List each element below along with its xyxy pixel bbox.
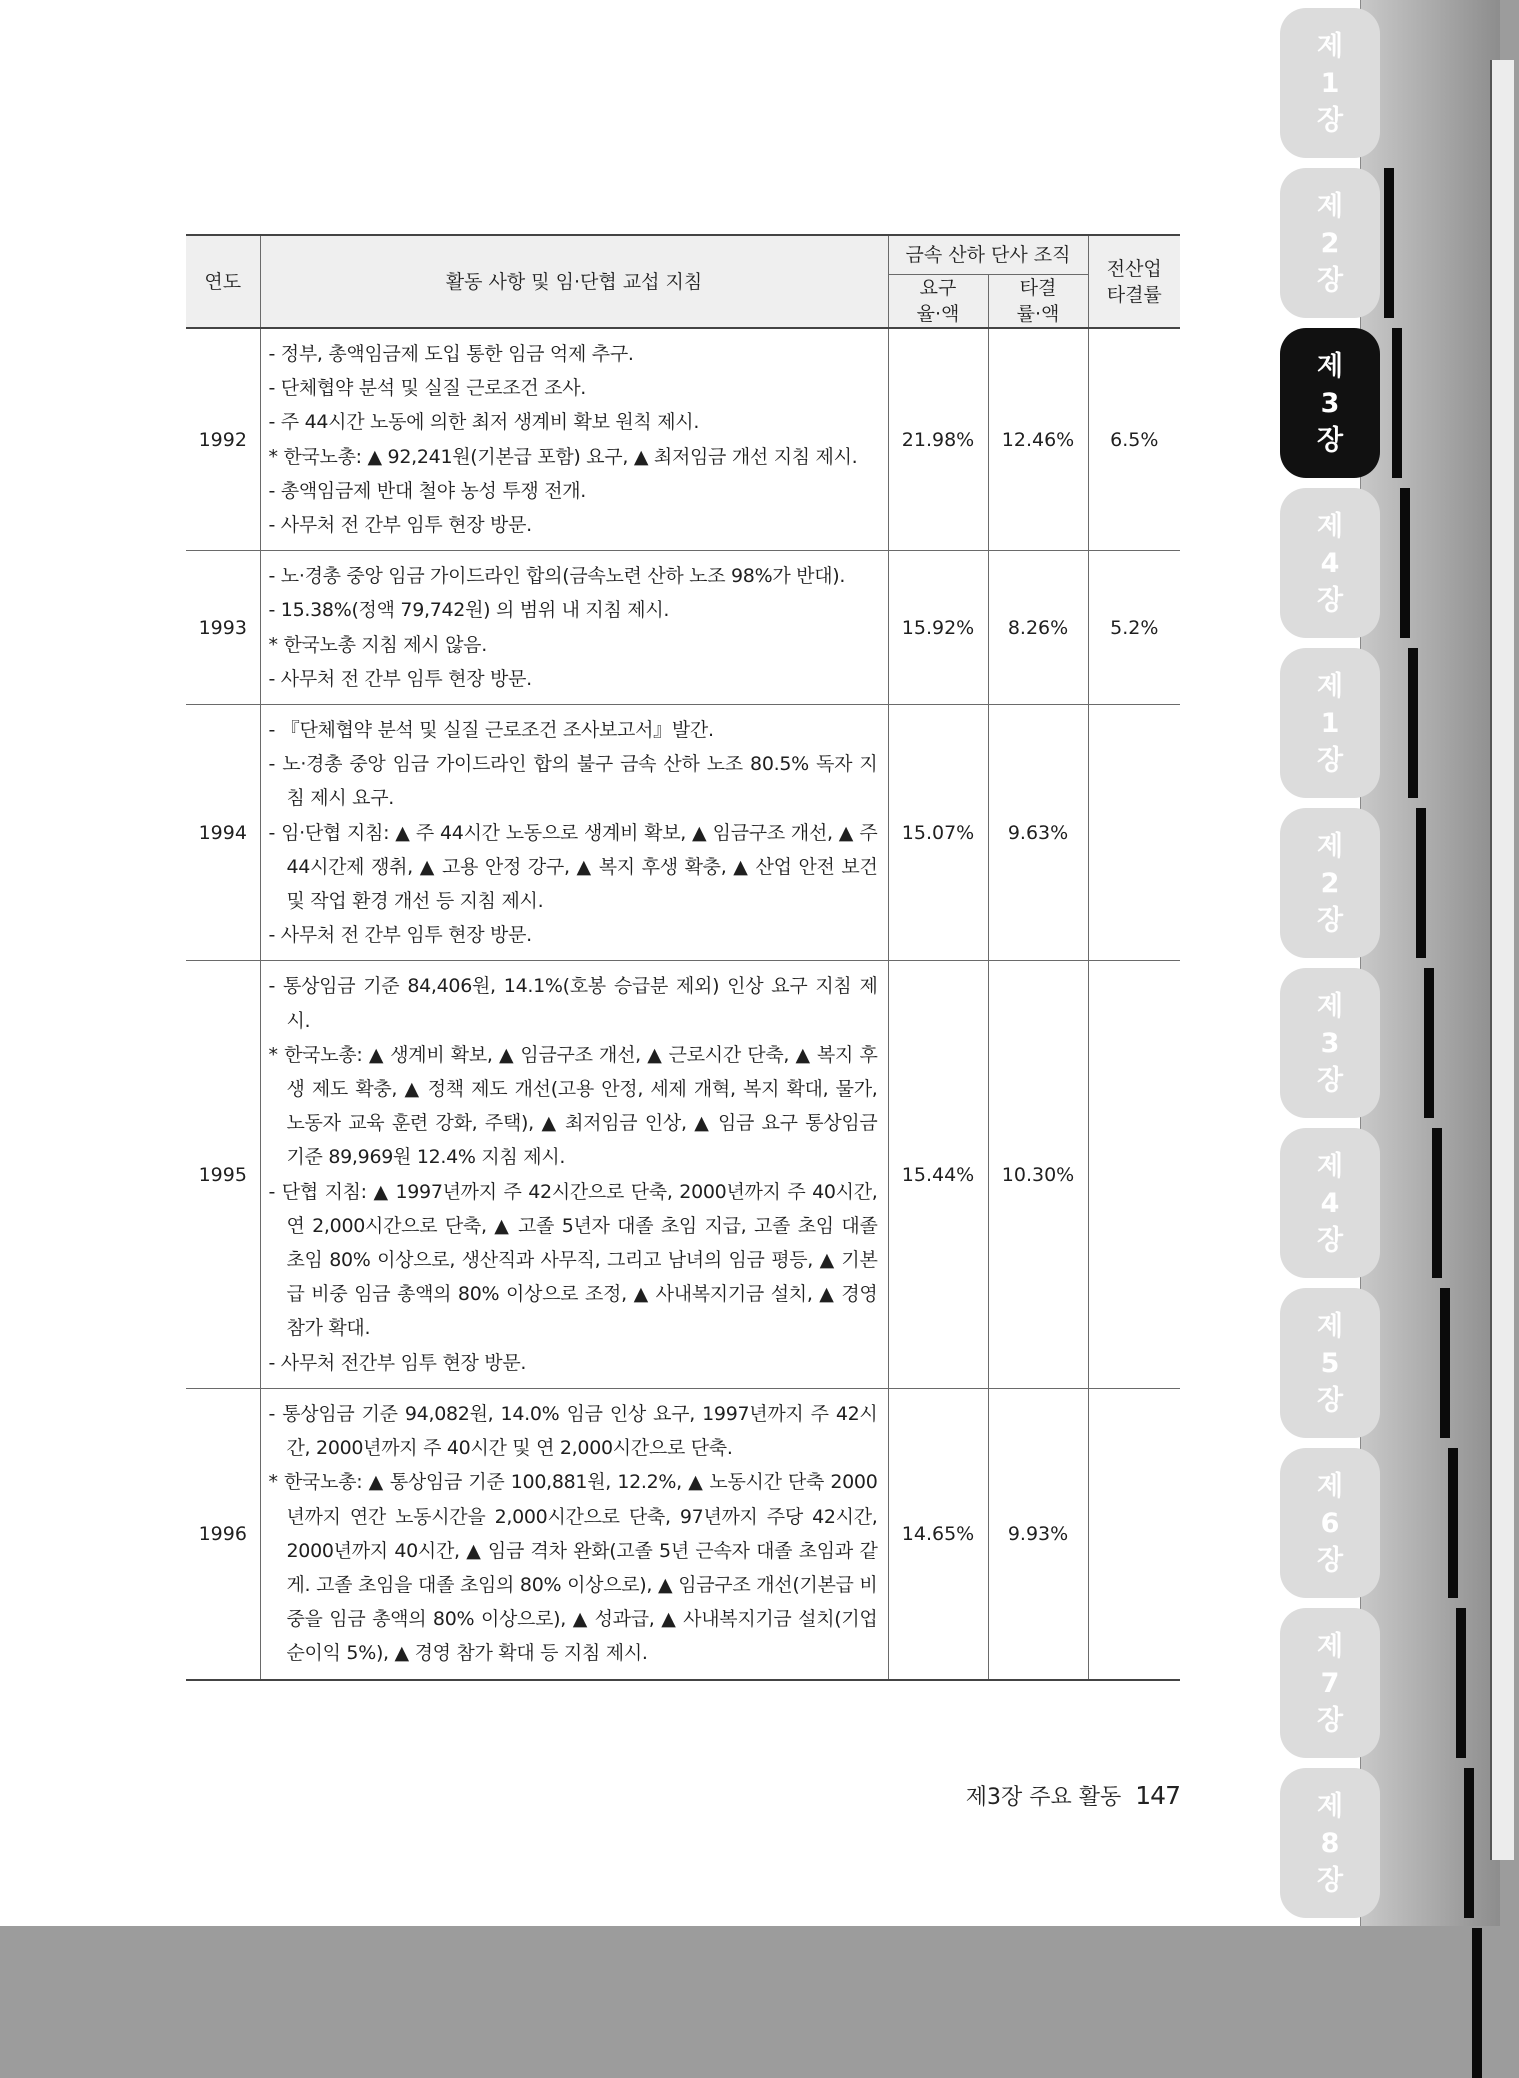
chapter-tab[interactable] [1280,168,1380,318]
tab-char: 장 [1316,1704,1344,1736]
table-header [186,235,1180,328]
header-settled: 타결 률·액 [988,275,1088,329]
activity-item: * 한국노총: ▲ 92,241원(기본급 포함) 요구, ▲ 최저임금 개선 지침 제시. [268,445,858,468]
activity-item: - 정부, 총액임금제 도입 통한 임금 억제 추구. [268,343,634,365]
chapter-tab[interactable] [1280,1288,1380,1438]
chapter-tab[interactable] [1280,1128,1380,1278]
settled-rate-cell: 9.93% [988,1388,1088,1679]
year-cell: 1993 [186,551,260,705]
tab-char: 장 [1316,104,1344,136]
tab-char: 제 [1316,1150,1344,1182]
chapter-tab[interactable] [1280,1768,1380,1918]
settled-rate-cell: 10.30% [988,961,1088,1388]
activity-item: - 통상임금 기준 94,082원, 14.0% 임금 인상 요구, 1997년까지 주 42시간, 2000년까지 주 40시간 및 연 2,000시간으로 단축. [268,1402,878,1460]
chapter-tab[interactable] [1280,488,1380,638]
tab-edge-mark [1392,328,1402,478]
requested-rate-cell: 15.92% [888,551,988,705]
activity-item: - 사무처 전 간부 임투 현장 방문. [268,924,532,947]
tab-char: 제 [1316,510,1344,542]
activity-item: - 통상임금 기준 84,406원, 14.1%(호봉 승급분 제외) 인상 요구 지침 제시. [268,975,878,1032]
table-body [186,328,1180,1680]
year-cell: 1992 [186,328,260,551]
header-requested: 요구 율·액 [888,275,988,329]
tab-char: 제 [1316,30,1344,62]
tab-char: 3 [1320,387,1340,419]
tab-edge-mark [1440,1288,1450,1438]
tab-char: 장 [1316,1384,1344,1416]
tab-char: 제 [1316,350,1344,382]
tab-char: 제 [1316,670,1344,702]
all-industry-rate-cell: 5.2% [1088,551,1180,705]
activity-item: - 사무처 전 간부 임투 현장 방문. [268,514,532,537]
chapter-tab[interactable] [1280,1448,1380,1598]
settled-rate-cell: 8.26% [988,551,1088,705]
activity-item: * 한국노총: ▲ 통상임금 기준 100,881원, 12.2%, ▲ 노동시간 단축 2000년까지 연간 노동시간을 2,000시간으로 단축, 97년까지 주당 42시간, 2000년까지 40시간, ▲ 임금 격차 완화(고졸 5년 근속자 대졸 초임과 같게. 고졸 초임을 대졸 초임의 80% 이상으로), ▲ 임금구조 개선(기본급 비중을 임금 총액의 80% 이상으로), ▲ 성과급, ▲ 사내복지기금 설치(기업 순이익 5%), ▲ 경영 참가 확대 등 지침 제시. [268,1471,878,1665]
activity-item: - 사무처 전간부 임투 현장 방문. [268,1351,527,1374]
requested-rate-cell: 14.65% [888,1388,988,1679]
table-row [186,705,1180,961]
tab-edge-mark [1472,1928,1482,2078]
tab-char: 제 [1316,990,1344,1022]
tab-char: 8 [1320,1827,1340,1859]
activity-item: * 한국노총 지침 제시 않음. [268,633,487,656]
all-industry-rate-cell [1088,705,1180,961]
requested-rate-cell: 15.07% [888,705,988,961]
chapter-tab[interactable] [1280,808,1380,958]
activity-item: - 단체협약 분석 및 실질 근로조건 조사. [268,377,587,400]
chapter-tab[interactable] [1280,968,1380,1118]
requested-rate-cell: 21.98% [888,328,988,551]
tab-edge-mark [1432,1128,1442,1278]
tab-char: 장 [1316,584,1344,616]
footer-chapter: 제3장 주요 활동 [965,1785,1122,1810]
requested-rate-cell: 15.44% [888,961,988,1388]
tab-char: 2 [1320,227,1340,259]
tab-char: 7 [1320,1667,1340,1699]
activity-item: * 한국노총: ▲ 생계비 확보, ▲ 임금구조 개선, ▲ 근로시간 단축, ▲ 복지 후생 제도 확충, ▲ 정책 제도 개선(고용 안정, 세제 개혁, 복지 확대, 물가, 노동자 교육 훈련 강화, 주택), ▲ 최저임금 인상, ▲ 임금 요구 통상임금 기준 89,969원 12.4% 지침 제시. [268,1043,878,1169]
activity-item: - 사무처 전 간부 임투 현장 방문. [268,667,532,690]
tab-char: 장 [1316,1864,1344,1896]
tab-char: 5 [1320,1347,1340,1379]
settled-rate-cell: 12.46% [988,328,1088,551]
chapter-tab[interactable] [1280,8,1380,158]
tab-char: 4 [1320,547,1340,579]
activity-item: - 노·경총 중앙 임금 가이드라인 합의 불구 금속 산하 노조 80.5% 독자 지침 제시 요구. [268,753,878,810]
tab-char: 6 [1320,1507,1340,1539]
page-footer [900,1780,1180,1811]
activity-table [186,234,1180,1681]
tab-edge-mark [1384,168,1394,318]
table-row [186,961,1180,1388]
all-industry-rate-cell [1088,961,1180,1388]
activity-item: - 노·경총 중앙 임금 가이드라인 합의(금속노련 산하 노조 98%가 반대). [268,565,846,588]
tab-char: 1 [1320,707,1340,739]
activity-item: - 주 44시간 노동에 의한 최저 생계비 확보 원칙 제시. [268,411,700,434]
page-edge-shade [1490,60,1514,1860]
tab-char: 제 [1316,1310,1344,1342]
chapter-tab[interactable] [1280,648,1380,798]
chapter-tab[interactable] [1280,328,1380,478]
tab-char: 1 [1320,67,1340,99]
all-industry-rate-cell: 6.5% [1088,328,1180,551]
activity-item: - 총액임금제 반대 철야 농성 투쟁 전개. [268,479,587,502]
tab-char: 장 [1316,1544,1344,1576]
year-cell: 1994 [186,705,260,961]
activities-cell [260,1388,888,1679]
tab-edge-mark [1400,488,1410,638]
header-year: 연도 [186,235,260,328]
tab-edge-mark [1416,808,1426,958]
tab-edge-mark [1464,1768,1474,1918]
activities-cell [260,961,888,1388]
tab-char: 장 [1316,424,1344,456]
activities-cell [260,328,888,551]
tab-char: 장 [1316,264,1344,296]
header-activities: 활동 사항 및 임·단협 교섭 지침 [260,235,888,328]
settled-rate-cell: 9.63% [988,705,1088,961]
activity-item: - 임·단협 지침: ▲ 주 44시간 노동으로 생계비 확보, ▲ 임금구조 개선, ▲ 주 44시간제 쟁취, ▲ 고용 안정 강구, ▲ 복지 후생 확충, ▲ 산업 안전 보건 및 작업 환경 개선 등 지침 제시. [268,821,878,913]
chapter-tab[interactable] [1280,1608,1380,1758]
tab-edge-mark [1424,968,1434,1118]
tab-char: 제 [1316,830,1344,862]
tab-char: 장 [1316,1224,1344,1256]
activity-item: - 단협 지침: ▲ 1997년까지 주 42시간으로 단축, 2000년까지 주 40시간, 연 2,000시간으로 단축, ▲ 고졸 5년자 대졸 초임 지급, 고졸 초임 대졸 초임 80% 이상으로, 생산직과 사무직, 그리고 남녀의 임금 평등, ▲ 기본급 비중 임금 총액의 80% 이상으로 조정, ▲ 사내복지기금 설치, ▲ 경영 참가 확대. [268,1180,878,1340]
table-row [186,551,1180,705]
tab-char: 제 [1316,1470,1344,1502]
activities-cell [260,551,888,705]
tab-char: 장 [1316,1064,1344,1096]
tab-char: 3 [1320,1027,1340,1059]
tab-char: 2 [1320,867,1340,899]
year-cell: 1995 [186,961,260,1388]
page-number: 147 [1135,1781,1180,1810]
table-row [186,1388,1180,1679]
header-group: 금속 산하 단사 조직 [888,235,1088,275]
tab-char: 제 [1316,190,1344,222]
year-cell: 1996 [186,1388,260,1679]
activity-item: - 15.38%(정액 79,742원) 의 범위 내 지침 제시. [268,599,670,622]
header-all-industry: 전산업 타결률 [1088,235,1180,328]
tab-edge-mark [1448,1448,1458,1598]
activity-item: - 『단체협약 분석 및 실질 근로조건 조사보고서』발간. [268,719,714,742]
tab-char: 제 [1316,1790,1344,1822]
tab-char: 장 [1316,904,1344,936]
tab-edge-mark [1456,1608,1466,1758]
tab-edge-mark [1408,648,1418,798]
tab-char: 4 [1320,1187,1340,1219]
tab-char: 제 [1316,1630,1344,1662]
tab-char: 장 [1316,744,1344,776]
all-industry-rate-cell [1088,1388,1180,1679]
table-row [186,328,1180,551]
activities-cell [260,705,888,961]
